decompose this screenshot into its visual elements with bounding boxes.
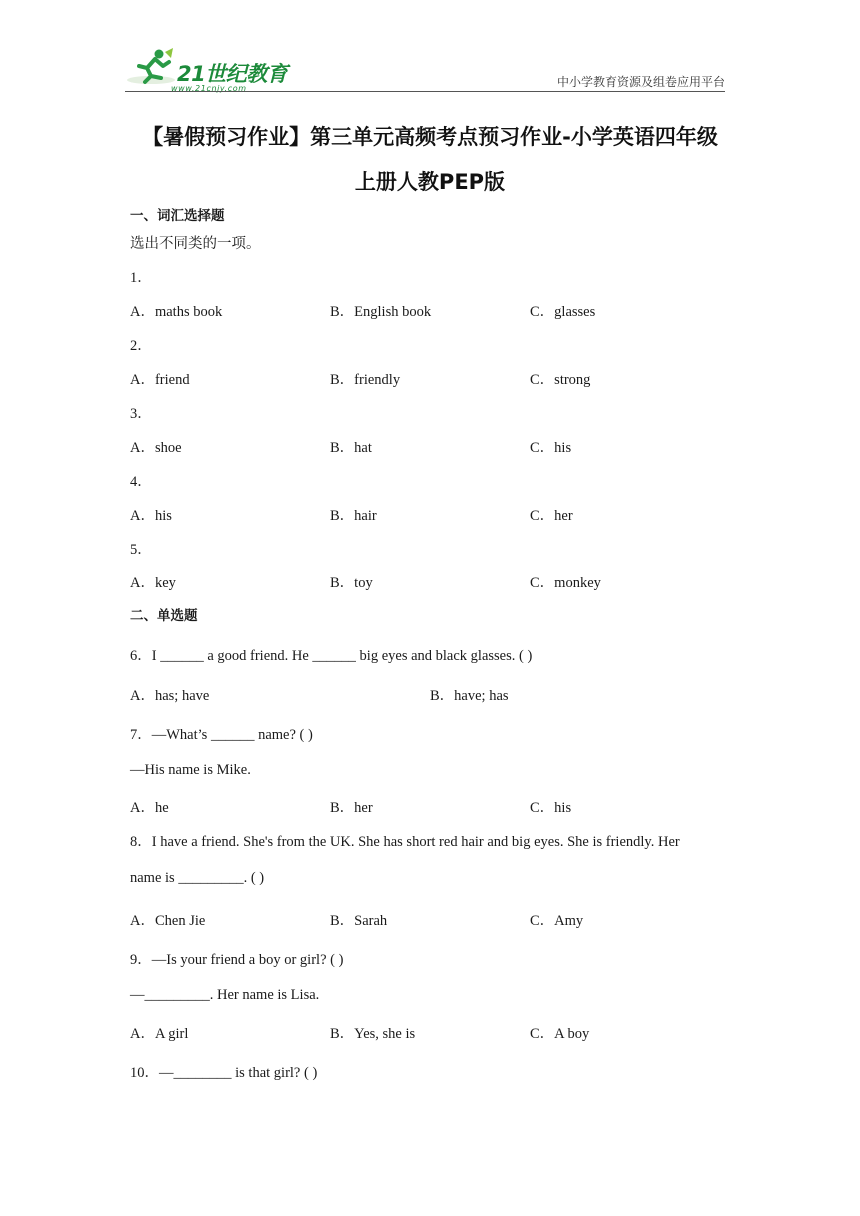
question-number: 3．	[130, 406, 152, 422]
option-a: A．key	[130, 575, 176, 591]
runner-icon	[125, 48, 175, 88]
section-heading: 二、单选题	[130, 608, 198, 624]
option-a: A．shoe	[130, 440, 182, 456]
option-a: A．A girl	[130, 1026, 189, 1042]
option-c: C．his	[530, 800, 572, 816]
document-title-line1: 【暑假预习作业】第三单元高频考点预习作业-小学英语四年级	[142, 125, 718, 149]
option-c: C．strong	[530, 372, 591, 388]
option-c: C．her	[530, 508, 573, 524]
option-c: C．his	[530, 440, 572, 456]
section-instruction: 选出不同类的一项。	[130, 236, 261, 252]
option-b: B．friendly	[330, 372, 401, 388]
option-a: A．maths book	[130, 304, 223, 320]
option-b: B．English book	[330, 304, 432, 320]
question-number: 4．	[130, 474, 152, 490]
option-b: B．Sarah	[330, 913, 388, 929]
option-c: C．glasses	[530, 304, 596, 320]
logo-text: 21世纪教育	[177, 62, 288, 86]
question-number: 2．	[130, 338, 152, 354]
question-8: 8．I have a friend. She's from the UK. She has short red hair and big eyes. She is friendly. Her	[130, 834, 680, 850]
question-7: 7．—What’s ______ name? ( )	[130, 727, 313, 743]
option-a: A．has; have	[130, 688, 210, 704]
option-a: A．friend	[130, 372, 190, 388]
header-divider	[125, 91, 725, 92]
question-8-cont: name is _________. ( )	[130, 870, 265, 886]
platform-label: 中小学教育资源及组卷应用平台	[556, 75, 725, 89]
option-b: B．have; has	[430, 688, 509, 704]
document-title-line2: 上册人教PEP版	[354, 170, 506, 194]
option-c: C．monkey	[530, 575, 601, 591]
question-9: 9．—Is your friend a boy or girl? ( )	[130, 952, 344, 968]
question-number: 1．	[130, 270, 152, 286]
logo	[125, 48, 295, 93]
option-a: A．Chen Jie	[130, 913, 206, 929]
option-b: B．toy	[330, 575, 373, 591]
question-6: 6．I ______ a good friend. He ______ big eyes and black glasses. ( )	[130, 648, 533, 664]
question-10: 10．—________ is that girl? ( )	[130, 1065, 318, 1081]
option-a: A．his	[130, 508, 172, 524]
option-b: B．her	[330, 800, 373, 816]
question-9-reply: —_________. Her name is Lisa.	[130, 987, 320, 1003]
option-b: B．hair	[330, 508, 377, 524]
option-a: A．he	[130, 800, 169, 816]
option-c: C．Amy	[530, 913, 584, 929]
page-header	[125, 40, 725, 92]
question-7-reply: —His name is Mike.	[130, 762, 251, 778]
logo-url: www.21cnjy.com	[171, 84, 247, 93]
option-c: C．A boy	[530, 1026, 590, 1042]
question-number: 5．	[130, 542, 152, 558]
option-b: B．Yes, she is	[330, 1026, 416, 1042]
option-b: B．hat	[330, 440, 372, 456]
section-heading: 一、词汇选择题	[130, 208, 225, 224]
